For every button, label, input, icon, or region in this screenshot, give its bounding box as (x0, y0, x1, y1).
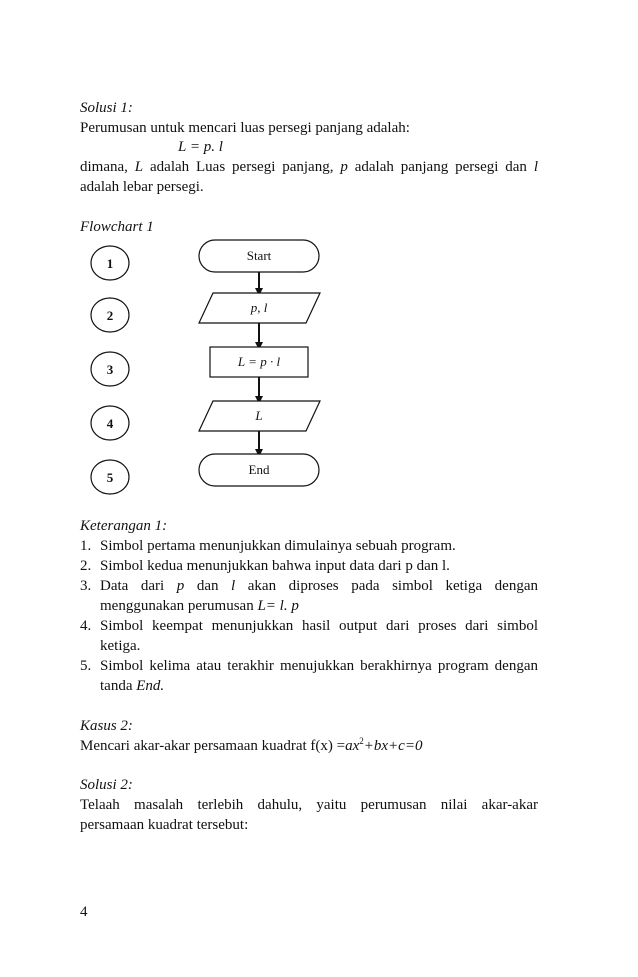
step-number: 5 (106, 470, 114, 485)
step-label: Start (246, 248, 272, 263)
item-number: 2. (80, 558, 92, 574)
step-label: L = p · l (237, 354, 281, 369)
keterangan-item-5 (80, 656, 538, 696)
item-text-line2 (100, 596, 299, 616)
item-text: Simbol kedua menunjukkan bahwa input data dari p dan l. (100, 558, 450, 574)
text-run: menggunakan perumusan (100, 598, 258, 614)
keyword-text: End. (136, 678, 165, 694)
step-number: 4 (106, 416, 114, 431)
step-number: 3 (106, 362, 114, 377)
kasus2-formula-ax: ax (345, 738, 360, 754)
flowchart-heading: Flowchart 1 (80, 219, 154, 235)
kasus2-formula-rest: +bx+c=0 (363, 738, 423, 754)
solusi1-intro: Perumusan untuk mencari luas persegi panjang adalah: (80, 120, 410, 136)
variable-text: l (533, 159, 538, 175)
keterangan-heading: Keterangan 1: (80, 518, 168, 534)
item-text-line2 (100, 676, 164, 696)
item-text: Simbol pertama menunjukkan dimulainya sebuah program. (100, 538, 456, 554)
step-label: p, l (250, 300, 268, 315)
variable-text: l (231, 578, 236, 594)
solusi2-line1: Telaah masalah terlebih dahulu, yaitu perumusan nilai akar-akar (80, 797, 538, 813)
kasus2-text-prefix: Mencari akar-akar persamaan kuadrat f(x) = (80, 738, 346, 754)
solusi1-description-line2: adalah lebar persegi. (80, 179, 204, 195)
variable-text: p (340, 159, 348, 175)
item-number: 3. (80, 578, 92, 594)
step-number: 2 (106, 308, 114, 323)
text-run: tanda (100, 678, 137, 694)
kasus2-formula-exponent: 2 (359, 736, 364, 746)
formula-text: L= l. p (257, 598, 299, 614)
solusi1-heading: Solusi 1: (80, 100, 133, 116)
item-text-line1: Simbol keempat menunjukkan hasil output dari proses dari simbol (100, 618, 538, 634)
text-run: adalah Luas persegi panjang, (143, 159, 341, 175)
kasus2-text (80, 736, 422, 756)
step-label: End (248, 462, 270, 477)
item-number: 1. (80, 538, 92, 554)
variable-text: L (134, 159, 144, 175)
solusi2-heading: Solusi 2: (80, 777, 133, 793)
step-label: L (255, 408, 263, 423)
solusi1-formula: L = p. l (178, 139, 223, 155)
variable-text: p (176, 578, 185, 594)
text-run: akan diproses pada simbol ketiga dengan (235, 578, 538, 594)
text-run: adalah panjang persegi dan (347, 159, 534, 175)
item-number: 5. (80, 658, 92, 674)
keterangan-item-4 (80, 616, 538, 656)
keterangan-item-3 (80, 576, 538, 616)
step-number: 1 (106, 256, 114, 271)
item-text-line1 (100, 576, 538, 596)
text-run: dimana, (80, 159, 135, 175)
item-number: 4. (80, 618, 92, 634)
text-run: Data dari (100, 578, 177, 594)
kasus2-heading: Kasus 2: (80, 718, 133, 734)
text-run: dan (184, 578, 232, 594)
solusi2-line2: persamaan kuadrat tersebut: (80, 817, 249, 833)
item-text-line2: ketiga. (100, 638, 141, 654)
item-text-line1: Simbol kelima atau terakhir menujukkan berakhirnya program dengan (100, 658, 538, 674)
page-number: 4 (80, 904, 88, 920)
